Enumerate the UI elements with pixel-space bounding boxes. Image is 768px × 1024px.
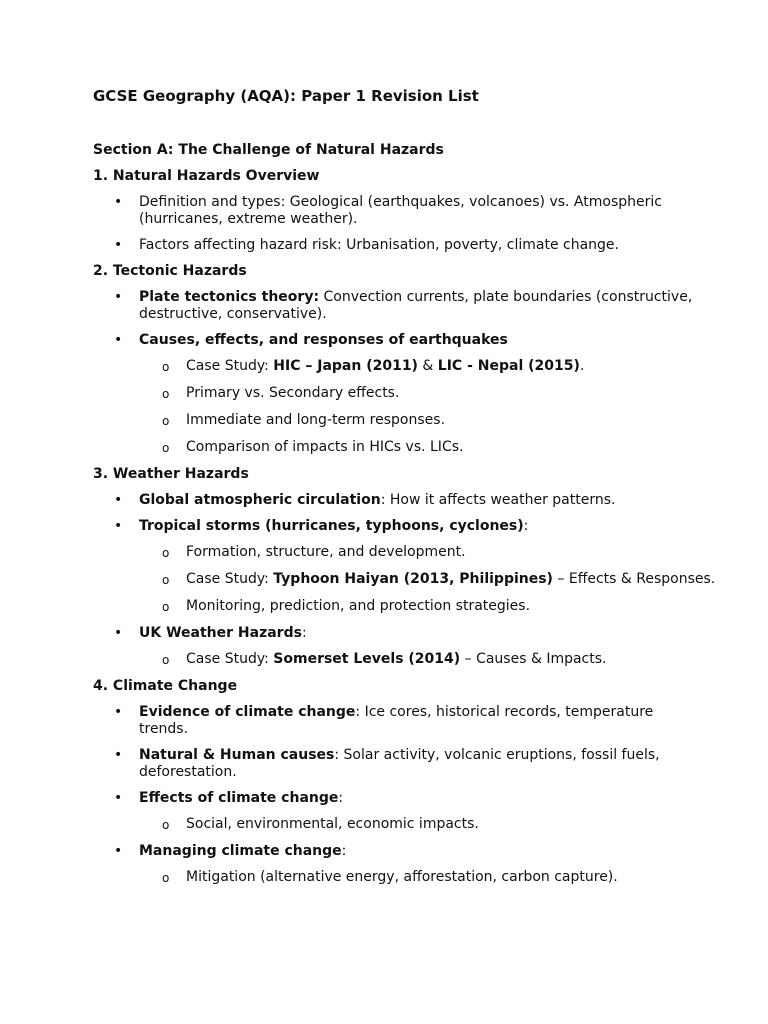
item-bold: Causes, effects, and responses of earthquakes [139, 332, 508, 348]
list-item [93, 747, 699, 781]
sub-list-item [93, 544, 746, 561]
list-item [93, 704, 699, 738]
sub-list-item [93, 412, 746, 429]
item-text: Monitoring, prediction, and protection strategies. [186, 598, 531, 614]
item-text: – Causes & Impacts. [460, 651, 607, 667]
topic-heading: 2. Tectonic Hazards [93, 263, 247, 279]
item-bold: HIC – Japan (2011) [273, 358, 418, 374]
item-text: : [301, 625, 307, 641]
document-title: GCSE Geography (AQA): Paper 1 Revision List [93, 87, 479, 105]
item-text: : [341, 843, 347, 859]
item-text: Primary vs. Secondary effects. [186, 385, 400, 401]
list-item [93, 289, 699, 323]
topic-heading: 4. Climate Change [93, 678, 238, 694]
sub-list-item [93, 571, 746, 588]
list-item [93, 332, 699, 349]
item-bold: Somerset Levels (2014) [273, 651, 461, 667]
list-item [93, 237, 699, 254]
item-text: Case Study: [186, 571, 274, 587]
item-text: Immediate and long-term responses. [186, 412, 446, 428]
item-text: Social, environmental, economic impacts. [186, 816, 479, 832]
list-item [93, 790, 699, 807]
list-item [93, 518, 699, 535]
item-text: – Effects & Responses. [552, 571, 716, 587]
item-text: : How it affects weather patterns. [380, 492, 616, 508]
item-text: : [338, 790, 344, 806]
sub-list-item [93, 869, 746, 886]
list-item [93, 194, 699, 228]
sub-list-item [93, 598, 746, 615]
item-bold: LIC - Nepal (2015) [437, 358, 580, 374]
sub-list-item [93, 385, 746, 402]
topic-heading: 3. Weather Hazards [93, 466, 249, 482]
item-text: Formation, structure, and development. [186, 544, 466, 560]
sub-list-item [93, 358, 746, 375]
item-bold: Typhoon Haiyan (2013, Philippines) [273, 571, 553, 587]
bullet-list [93, 492, 716, 668]
item-text: Convection currents, plate boundaries (constructive, destructive, conservative). [139, 289, 693, 322]
item-text: Factors affecting hazard risk: Urbanisation, poverty, climate change. [139, 237, 619, 253]
item-text: & [417, 358, 438, 374]
list-item [93, 492, 699, 509]
item-bold: Evidence of climate change [139, 704, 356, 720]
sub-list-item [93, 439, 746, 456]
item-bold: Managing climate change [139, 843, 342, 859]
item-text: Case Study: [186, 358, 274, 374]
document-page [93, 86, 716, 896]
item-bold: Plate tectonics theory: [139, 289, 320, 305]
item-text: Comparison of impacts in HICs vs. LICs. [186, 439, 464, 455]
item-bold: Natural & Human causes [139, 747, 335, 763]
item-bold: UK Weather Hazards [139, 625, 302, 641]
topic-heading: 1. Natural Hazards Overview [93, 168, 320, 184]
item-bold: Global atmospheric circulation [139, 492, 381, 508]
bullet-list [93, 704, 693, 886]
item-text: Case Study: [186, 651, 274, 667]
item-text: : [523, 518, 529, 534]
list-item [93, 625, 699, 642]
item-text: Mitigation (alternative energy, afforestation, carbon capture). [186, 869, 618, 885]
list-item [93, 843, 699, 860]
section-title: Section A: The Challenge of Natural Hazards [93, 142, 444, 158]
bullet-list [93, 194, 693, 254]
item-bold: Tropical storms (hurricanes, typhoons, cyclones) [139, 518, 524, 534]
item-text: Definition and types: Geological (earthquakes, volcanoes) vs. Atmospheric (hurricanes, extreme weather). [139, 194, 662, 227]
item-bold: Effects of climate change [139, 790, 339, 806]
sub-list-item [93, 651, 746, 668]
item-text: . [579, 358, 585, 374]
sub-list-item [93, 816, 746, 833]
item-text: : Ice cores, historical records, temperature trends. [139, 704, 654, 737]
item-text: : Solar activity, volcanic eruptions, fossil fuels, deforestation. [139, 747, 660, 780]
bullet-list [93, 289, 693, 456]
